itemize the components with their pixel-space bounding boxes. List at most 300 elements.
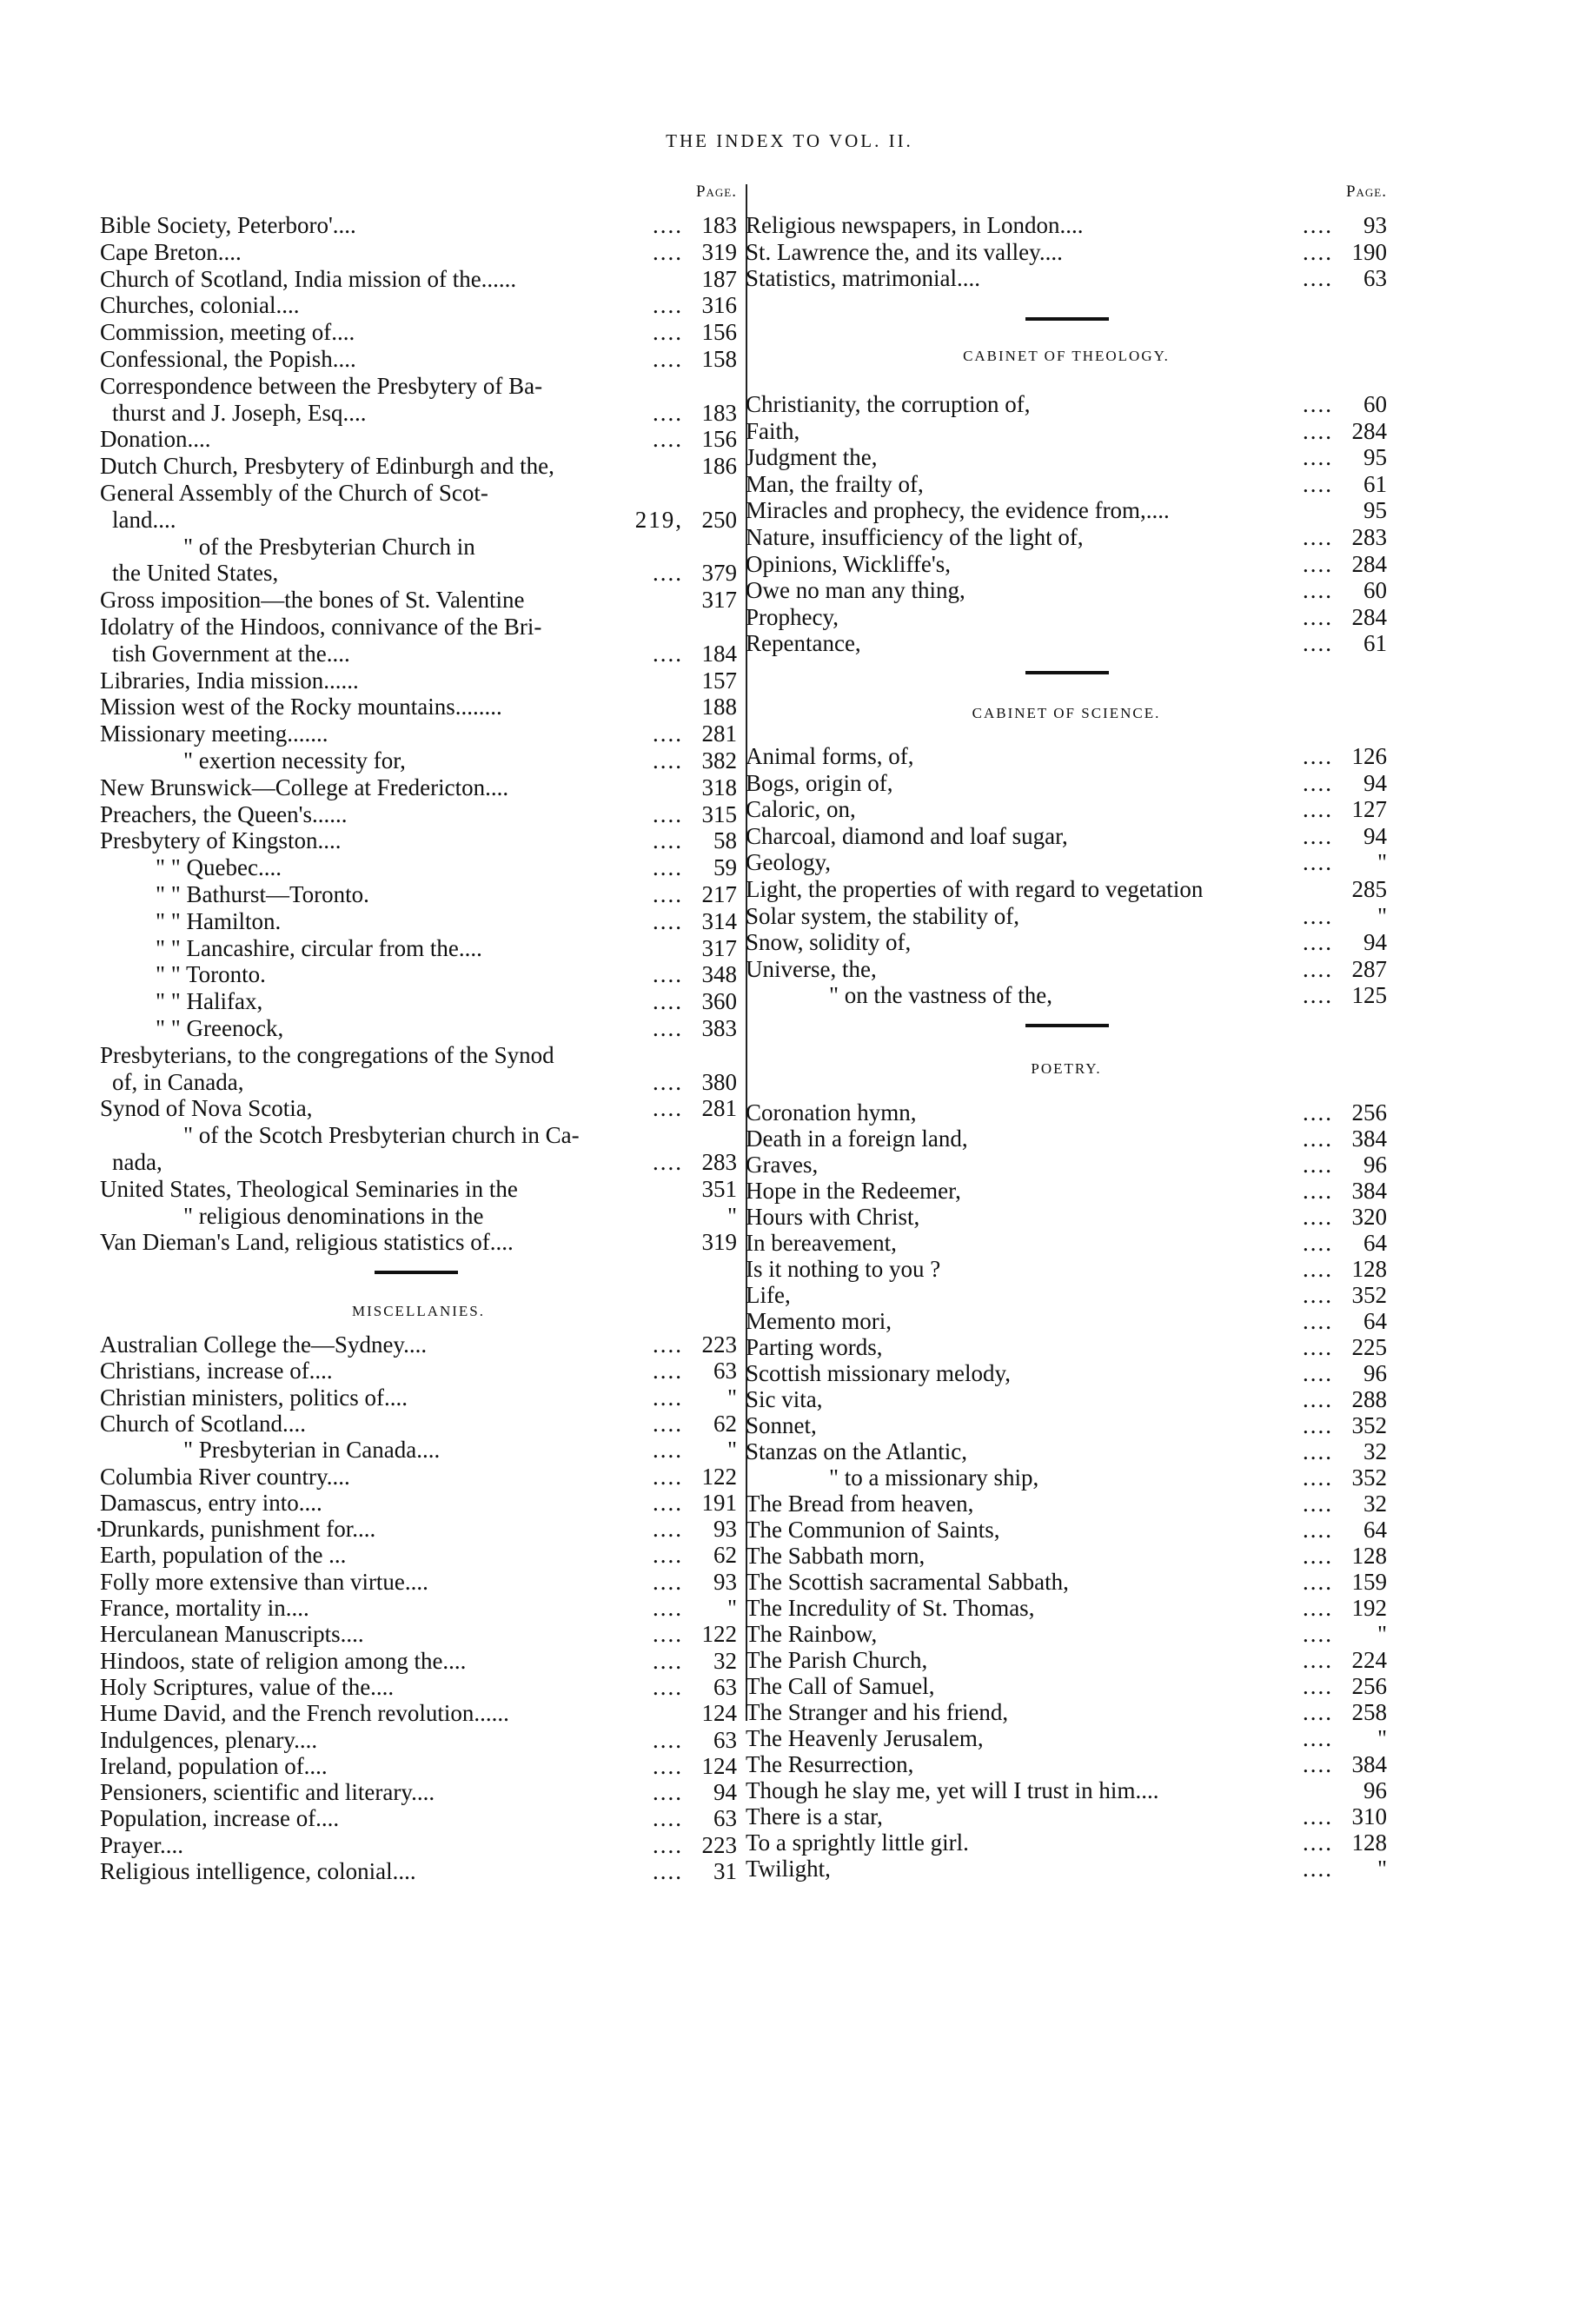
page-label-right: Page. (1345, 183, 1387, 201)
entry-text: Indulgences, plenary.... (100, 1726, 318, 1753)
entry-leader: .... (1303, 417, 1333, 444)
entry-leader: .... (653, 292, 683, 319)
entry-leader: .... (1303, 796, 1333, 823)
entry-leader: .... (653, 881, 683, 907)
entry-page-number: 288 (1351, 1386, 1387, 1412)
section-title-miscellanies: MISCELLANIES. (351, 1303, 486, 1319)
entry-leader: .... (1303, 1699, 1333, 1725)
entry-page-number: 94 (1363, 822, 1387, 849)
entry-text: Nature, insufficiency of the light of, (746, 524, 1084, 550)
entry-page-number: 384 (1351, 1125, 1387, 1152)
page-label-left: Page. (695, 183, 737, 201)
entry-leader: .... (653, 827, 683, 854)
entry-leader: .... (1303, 1099, 1333, 1125)
entry-text: The Heavenly Jerusalem, (746, 1725, 984, 1751)
entry-text: Pensioners, scientific and literary.... (100, 1779, 435, 1806)
entry-leader: .... (1303, 1673, 1333, 1699)
entry-page-number: 379 (701, 560, 737, 587)
entry-leader: .... (1303, 265, 1333, 291)
entry-text: The Resurrection, (746, 1751, 914, 1777)
entry-text: The Call of Samuel, (746, 1673, 935, 1699)
entry-leader: .... (1303, 1230, 1333, 1256)
entry-page-number: 360 (701, 988, 737, 1015)
entry-page-number: 317 (701, 587, 737, 614)
entry-leader: .... (1303, 1751, 1333, 1777)
entry-page-number: 128 (1351, 1256, 1387, 1282)
entry-text: Caloric, on, (746, 796, 856, 823)
entry-text: The Scottish sacramental Sabbath, (746, 1569, 1069, 1595)
entry-leader: .... (653, 1384, 683, 1411)
entry-text: Geology, (746, 849, 831, 876)
entry-leader: .... (1303, 1412, 1333, 1438)
entry-page-number: 281 (701, 720, 737, 747)
entry-leader: .... (653, 399, 683, 426)
entry-page-number: 183 (701, 399, 737, 426)
entry-page-number: " (726, 1202, 737, 1229)
entry-leader: .... (1303, 212, 1333, 238)
entry-text: Damascus, entry into.... (100, 1489, 322, 1516)
entry-text: Scottish missionary melody, (746, 1360, 1011, 1386)
entry-page-number: 157 (701, 667, 737, 694)
entry-page-number: 60 (1363, 577, 1387, 604)
entry-leader: .... (1303, 391, 1333, 417)
entry-page-number: 224 (1351, 1647, 1387, 1673)
entry-leader: .... (653, 212, 683, 238)
entry-text: the United States, (112, 560, 279, 587)
entry-page-number: 126 (1351, 743, 1387, 769)
entry-text: land.... (112, 506, 176, 533)
entry-page-number: 96 (1363, 1152, 1387, 1178)
entry-page-number: 58 (713, 827, 737, 854)
entry-leader: .... (653, 1331, 683, 1358)
entry-text: Preachers, the Queen's...... (100, 800, 348, 827)
entry-text: The Sabbath morn, (746, 1543, 926, 1569)
entry-text: Christian ministers, politics of.... (100, 1384, 408, 1411)
entry-text: of, in Canada, (112, 1068, 244, 1095)
entry-page-number: 191 (701, 1489, 737, 1516)
entry-page-number: 285 (1351, 876, 1387, 902)
entry-text: " " Bathurst—Toronto. (156, 881, 369, 907)
entry-text: " " Toronto. (156, 961, 266, 988)
entry-page-number: 183 (701, 212, 737, 238)
entry-text: " " Hamilton. (156, 907, 282, 934)
entry-text: Libraries, India mission...... (100, 667, 359, 694)
entry-text: Light, the properties of with regard to vegetation (746, 876, 1204, 902)
entry-leader: .... (653, 346, 683, 372)
entry-page-number: 380 (701, 1068, 737, 1095)
entry-leader: .... (1303, 822, 1333, 849)
entry-leader: .... (1303, 1334, 1333, 1360)
entry-text: Miracles and prophecy, the evidence from,.... (746, 497, 1170, 524)
section-divider (1025, 1024, 1109, 1027)
entry-text: Faith, (746, 417, 800, 444)
entry-text: Solar system, the stability of, (746, 902, 1019, 929)
entry-page-number: 352 (1351, 1412, 1387, 1438)
entry-text: " religious denominations in the (183, 1202, 484, 1229)
entry-text: Though he slay me, yet will I trust in him.... (746, 1777, 1159, 1803)
entry-leader: .... (1303, 1308, 1333, 1334)
entry-leader: .... (1303, 1569, 1333, 1595)
entry-page-number: 352 (1351, 1464, 1387, 1491)
entry-page-number: 256 (1351, 1099, 1387, 1125)
entry-leader: .... (1303, 1125, 1333, 1152)
entry-leader: .... (653, 560, 683, 587)
entry-page-number: 352 (1351, 1282, 1387, 1308)
entry-page-number: 32 (713, 1647, 737, 1674)
entry-page-number: 315 (701, 800, 737, 827)
entry-leader: .... (1303, 1647, 1333, 1673)
entry-page-number: 319 (701, 1229, 737, 1256)
entry-text: Church of Scotland, India mission of the...... (100, 265, 517, 292)
entry-text: " " Greenock, (156, 1015, 284, 1041)
entry-leader: .... (653, 988, 683, 1015)
entry-text: St. Lawrence the, and its valley.... (746, 238, 1063, 265)
entry-text: The Stranger and his friend, (746, 1699, 1009, 1725)
entry-leader: .... (653, 1516, 683, 1543)
entry-text: " to a missionary ship, (829, 1464, 1039, 1491)
entry-leader: .... (1303, 1360, 1333, 1386)
entry-page-number: 32 (1363, 1491, 1387, 1517)
entry-text: Religious newspapers, in London.... (746, 212, 1084, 238)
entry-text: " Presbyterian in Canada.... (183, 1437, 441, 1464)
entry-page-number: 62 (713, 1410, 737, 1437)
entry-page-number: 124 (701, 1752, 737, 1779)
entry-text: In bereavement, (746, 1230, 897, 1256)
entry-page-number: 94 (713, 1779, 737, 1806)
entry-text: The Parish Church, (746, 1647, 928, 1673)
entry-text: Prayer.... (100, 1831, 183, 1858)
entry-text: Idolatry of the Hindoos, connivance of the Bri- (100, 614, 542, 640)
entry-page-number: 317 (701, 934, 737, 961)
entry-leader: .... (653, 319, 683, 346)
entry-leader: .... (653, 1595, 683, 1621)
entry-page-number: 384 (1351, 1178, 1387, 1204)
entry-text: Hours with Christ, (746, 1204, 920, 1230)
entry-text: " " Halifax, (156, 988, 263, 1015)
entry-page-number: " (1377, 1621, 1387, 1647)
entry-page-number: 64 (1363, 1517, 1387, 1543)
entry-page-number: 64 (1363, 1308, 1387, 1334)
entry-leader: .... (653, 1410, 683, 1437)
entry-page-number: 383 (701, 1015, 737, 1041)
entry-leader: .... (653, 640, 683, 667)
entry-page-number: 31 (713, 1858, 737, 1884)
entry-page-number: 62 (713, 1542, 737, 1569)
entry-leader: .... (653, 1463, 683, 1490)
entry-leader: .... (1303, 550, 1333, 577)
entry-page-number: 283 (1351, 524, 1387, 550)
entry-text: New Brunswick—College at Fredericton.... (100, 774, 509, 800)
entry-page-number: 61 (1363, 470, 1387, 497)
entry-text: Christianity, the corruption of, (746, 391, 1031, 417)
entry-text: Graves, (746, 1152, 819, 1178)
entry-text: Bible Society, Peterboro'.... (100, 212, 356, 238)
entry-page-number: 93 (713, 1568, 737, 1595)
entry-text: Donation.... (100, 426, 211, 453)
entry-leader: .... (653, 800, 683, 827)
entry-leader: .... (1303, 238, 1333, 265)
entry-leader: .... (1303, 1517, 1333, 1543)
entry-page-number: 63 (713, 1358, 737, 1384)
entry-leader: .... (1303, 743, 1333, 769)
entry-text: " " Lancashire, circular from the.... (156, 934, 482, 961)
entry-text: Gross imposition—the bones of St. Valentine (100, 587, 525, 614)
entry-text: Hume David, and the French revolution...... (100, 1700, 509, 1727)
entry-leader: .... (653, 747, 683, 774)
entry-text: Church of Scotland.... (100, 1410, 306, 1437)
entry-page-number: 122 (701, 1463, 737, 1490)
entry-text: Herculanean Manuscripts.... (100, 1621, 364, 1648)
entry-leader: .... (653, 1149, 683, 1175)
entry-text: tish Government at the.... (112, 640, 350, 667)
entry-leader: .... (1303, 1621, 1333, 1647)
entry-page-number: 319 (701, 238, 737, 265)
entry-leader: .... (1303, 470, 1333, 497)
entry-leader: .... (653, 1542, 683, 1569)
section-title-theology: CABINET OF THEOLOGY. (963, 348, 1170, 364)
entry-page-number: " (726, 1595, 737, 1621)
entry-text: Prophecy, (746, 603, 839, 630)
entry-page-number: 348 (701, 961, 737, 988)
entry-text: Stanzas on the Atlantic, (746, 1438, 967, 1464)
entry-page-number: 250 (701, 506, 737, 533)
entry-text: Memento mori, (746, 1308, 892, 1334)
entry-leader: .... (1303, 630, 1333, 657)
entry-page-number: 258 (1351, 1699, 1387, 1725)
entry-leader: .... (1303, 1256, 1333, 1282)
entry-leader: .... (1303, 524, 1333, 550)
entry-text: Opinions, Wickliffe's, (746, 550, 952, 577)
entry-text: Bogs, origin of, (746, 769, 893, 796)
entry-page-number: 158 (701, 346, 737, 372)
entry-text: The Bread from heaven, (746, 1491, 974, 1517)
entry-page-number: 314 (701, 907, 737, 934)
entry-page-number: 63 (713, 1805, 737, 1832)
entry-leader: .... (653, 1752, 683, 1779)
entry-text: " exertion necessity for, (183, 747, 406, 774)
entry-text: nada, (112, 1149, 163, 1175)
entry-text: Confessional, the Popish.... (100, 346, 356, 372)
entry-leader: .... (653, 961, 683, 988)
entry-text: Parting words, (746, 1334, 883, 1360)
section-divider (1025, 317, 1109, 321)
entry-text: Death in a foreign land, (746, 1125, 968, 1152)
entry-page-number: 93 (1363, 212, 1387, 238)
entry-text: Mission west of the Rocky mountains........ (100, 694, 502, 720)
entry-text: Religious intelligence, colonial.... (100, 1858, 416, 1884)
entry-leader: .... (653, 1437, 683, 1464)
entry-leader: .... (1303, 955, 1333, 982)
entry-page-number: 187 (701, 265, 737, 292)
entry-text: " on the vastness of the, (829, 982, 1052, 1009)
entry-text: Presbyterians, to the congregations of the Synod (100, 1041, 554, 1068)
entry-page-number: 223 (701, 1331, 737, 1358)
entry-text: Twilight, (746, 1856, 831, 1882)
entry-leader: .... (1303, 1204, 1333, 1230)
entry-page-number: 188 (701, 694, 737, 720)
entry-leader: .... (653, 1621, 683, 1648)
entry-page-number: 287 (1351, 955, 1387, 982)
entry-page-number: " (726, 1384, 737, 1411)
section-title-poetry: POETRY. (1031, 1060, 1102, 1077)
entry-page-number: 127 (1351, 796, 1387, 823)
entry-text: General Assembly of the Church of Scot- (100, 480, 488, 506)
entry-text: Folly more extensive than virtue.... (100, 1568, 428, 1595)
entry-page-number: 32 (1363, 1438, 1387, 1464)
entry-text: Van Dieman's Land, religious statistics of.... (100, 1229, 514, 1256)
entry-leader: .... (1303, 444, 1333, 471)
entry-text: Australian College the—Sydney.... (100, 1331, 428, 1358)
section-title-science: CABINET OF SCIENCE. (972, 705, 1161, 721)
entry-page-number: 186 (701, 453, 737, 480)
entry-page-number: 223 (701, 1831, 737, 1858)
entry-text: The Rainbow, (746, 1621, 878, 1647)
entry-page-number: 96 (1363, 1360, 1387, 1386)
entry-text: Commission, meeting of.... (100, 319, 355, 346)
entry-leader: .... (653, 1779, 683, 1806)
entry-leader: .... (653, 1858, 683, 1884)
entry-leader: .... (653, 1568, 683, 1595)
entry-page-number: 63 (713, 1726, 737, 1753)
entry-text: Earth, population of the ... (100, 1542, 347, 1569)
entry-page-number: 96 (1363, 1777, 1387, 1803)
entry-text: Life, (746, 1282, 791, 1308)
entry-page-number: 95 (1363, 497, 1387, 524)
entry-leader: 219, (634, 506, 683, 533)
entry-text: Cape Breton.... (100, 238, 242, 265)
section-divider (1025, 671, 1109, 674)
entry-text: Columbia River country.... (100, 1463, 350, 1490)
entry-leader: .... (1303, 849, 1333, 876)
entry-text: France, mortality in.... (100, 1595, 309, 1621)
entry-leader: .... (1303, 603, 1333, 630)
entry-leader: .... (653, 1805, 683, 1832)
entry-leader: .... (653, 1358, 683, 1384)
entry-text: Holy Scriptures, value of the.... (100, 1673, 395, 1700)
entry-page-number: 284 (1351, 417, 1387, 444)
entry-text: Correspondence between the Presbytery of Ba- (100, 372, 543, 399)
entry-leader: .... (1303, 1829, 1333, 1856)
entry-page-number: 156 (701, 426, 737, 453)
entry-leader: .... (1303, 1438, 1333, 1464)
entry-text: Population, increase of.... (100, 1805, 340, 1832)
entry-text: United States, Theological Seminaries in the (100, 1175, 518, 1202)
entry-page-number: 192 (1351, 1595, 1387, 1621)
entry-page-number: 351 (701, 1175, 737, 1202)
entry-text: Statistics, matrimonial.... (746, 265, 980, 291)
entry-text: Hindoos, state of religion among the.... (100, 1647, 467, 1674)
entry-leader: .... (653, 1489, 683, 1516)
entry-leader: .... (1303, 1856, 1333, 1882)
entry-page-number: 281 (701, 1095, 737, 1122)
entry-text: Snow, solidity of, (746, 929, 912, 956)
entry-text: Owe no man any thing, (746, 577, 965, 604)
entry-page-number: 156 (701, 319, 737, 346)
entry-text: Synod of Nova Scotia, (100, 1095, 313, 1122)
entry-leader: .... (1303, 902, 1333, 929)
entry-page-number: 316 (701, 292, 737, 319)
entry-text: Universe, the, (746, 955, 877, 982)
entry-text: The Communion of Saints, (746, 1517, 1000, 1543)
entry-text: Presbytery of Kingston.... (100, 827, 342, 854)
entry-leader: .... (653, 907, 683, 934)
entry-text: The Incredulity of St. Thomas, (746, 1595, 1035, 1621)
entry-page-number: 95 (1363, 444, 1387, 471)
entry-page-number: 93 (713, 1516, 737, 1543)
entry-leader: .... (653, 1095, 683, 1122)
entry-page-number: 59 (713, 854, 737, 881)
entry-text: Churches, colonial.... (100, 292, 300, 319)
entry-text: Hope in the Redeemer, (746, 1178, 961, 1204)
entry-leader: .... (653, 854, 683, 881)
entry-page-number: 122 (701, 1621, 737, 1648)
entry-page-number: 61 (1363, 630, 1387, 657)
entry-text: " " Quebec.... (156, 854, 282, 881)
entry-text: " of the Scotch Presbyterian church in Ca- (183, 1122, 580, 1149)
entry-page-number: 382 (701, 747, 737, 774)
section-divider (375, 1271, 458, 1274)
entry-leader: .... (1303, 1282, 1333, 1308)
entry-page-number: 125 (1351, 982, 1387, 1009)
entry-leader: .... (653, 720, 683, 747)
entry-page-number: 384 (1351, 1751, 1387, 1777)
entry-page-number: 63 (713, 1673, 737, 1700)
entry-leader: .... (1303, 1725, 1333, 1751)
entry-page-number: 184 (701, 640, 737, 667)
entry-page-number: 94 (1363, 929, 1387, 956)
entry-leader: .... (653, 426, 683, 453)
entry-text: " of the Presbyterian Church in (183, 533, 475, 560)
entry-text: Missionary meeting....... (100, 720, 328, 747)
entry-page-number: 320 (1351, 1204, 1387, 1230)
entry-page-number: 190 (1351, 238, 1387, 265)
entry-page-number: 284 (1351, 550, 1387, 577)
entry-leader: .... (653, 238, 683, 265)
entry-leader: .... (1303, 929, 1333, 956)
entry-leader: .... (653, 1647, 683, 1674)
entry-leader: .... (1303, 1464, 1333, 1491)
entry-page-number: 63 (1363, 265, 1387, 291)
entry-page-number: 159 (1351, 1569, 1387, 1595)
entry-text: There is a star, (746, 1803, 883, 1829)
entry-page-number: 283 (701, 1149, 737, 1175)
entry-leader: .... (1303, 1152, 1333, 1178)
entry-page-number: 256 (1351, 1673, 1387, 1699)
entry-text: Christians, increase of.... (100, 1358, 333, 1384)
entry-page-number: 60 (1363, 391, 1387, 417)
entry-page-number: 64 (1363, 1230, 1387, 1256)
entry-leader: .... (1303, 577, 1333, 604)
entry-leader: .... (1303, 1178, 1333, 1204)
entry-page-number: 128 (1351, 1829, 1387, 1856)
entry-page-number: " (1377, 902, 1387, 929)
entry-text: Charcoal, diamond and loaf sugar, (746, 822, 1068, 849)
entry-leader: .... (1303, 1543, 1333, 1569)
entry-page-number: 284 (1351, 603, 1387, 630)
entry-text: Drunkards, punishment for.... (100, 1516, 376, 1543)
entry-page-number: 128 (1351, 1543, 1387, 1569)
entry-page-number: 318 (701, 774, 737, 800)
entry-leader: .... (653, 1015, 683, 1041)
entry-leader: .... (1303, 1803, 1333, 1829)
entry-text: Judgment the, (746, 444, 878, 471)
entry-text: Sic vita, (746, 1386, 823, 1412)
entry-text: Repentance, (746, 630, 861, 657)
entry-page-number: 225 (1351, 1334, 1387, 1360)
entry-page-number: " (1377, 849, 1387, 876)
entry-leader: .... (1303, 1491, 1333, 1517)
entry-text: Ireland, population of.... (100, 1752, 328, 1779)
